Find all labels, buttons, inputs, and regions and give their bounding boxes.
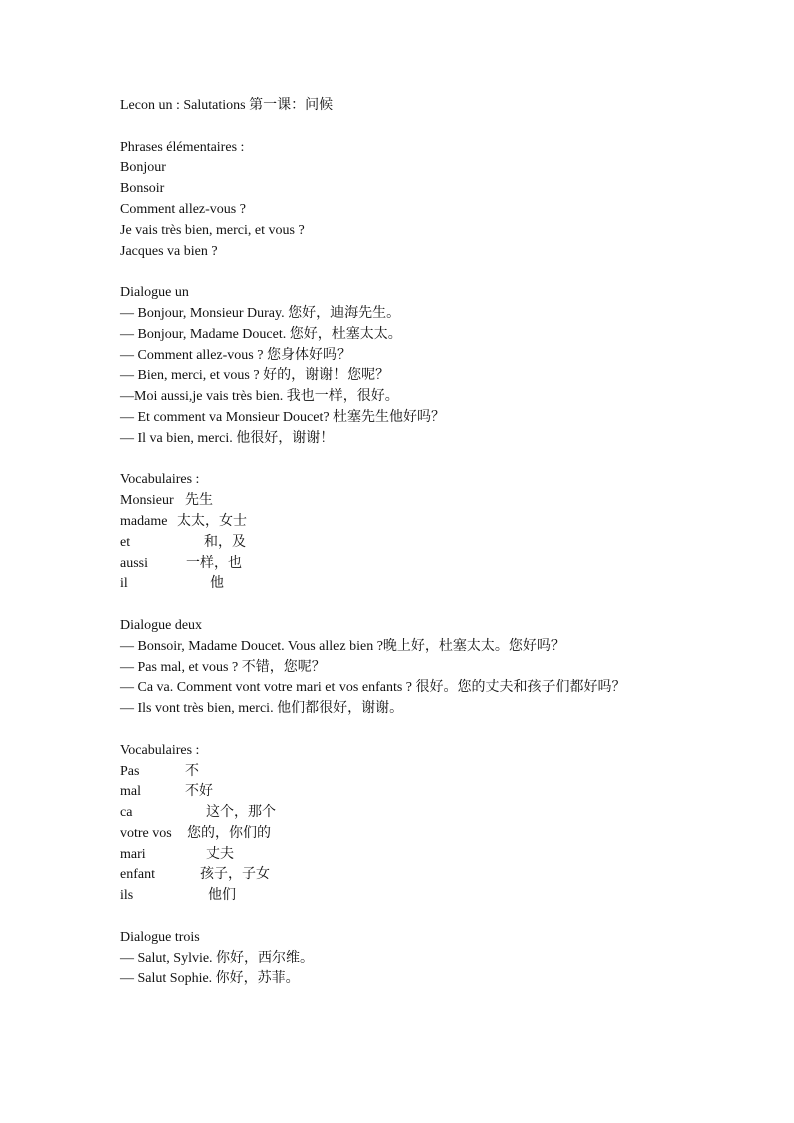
dialogue-one-heading: Dialogue un (120, 285, 189, 301)
dialogue-line: —Moi aussi,je vais très bien. 我也一样，很好。 (120, 389, 399, 405)
dialogue-line: — Comment allez-vous ? 您身体好吗？ (120, 347, 351, 363)
phrase-line: Comment allez-vous ? (120, 201, 246, 217)
vocab-entry (120, 512, 680, 533)
vocab-meaning: 太太，女士 (177, 513, 247, 529)
dialogue-line: — Salut Sophie. 你好，苏菲。 (120, 971, 300, 987)
spacer (120, 262, 680, 283)
dialogue-line: — Salut, Sylvie. 你好，西尔维。 (120, 950, 315, 966)
dialogue-line: — Bonjour, Monsieur Duray. 您好，迪海先生。 (120, 305, 401, 321)
vocab-entry (120, 824, 680, 845)
phrase-line: Bonjour (120, 160, 166, 176)
vocab-entry (120, 782, 680, 803)
spacer (120, 595, 680, 616)
vocab-term: ils (120, 888, 134, 904)
vocab-term: enfant (120, 867, 155, 883)
vocab-entry (120, 574, 680, 595)
vocab-term: ca (120, 805, 133, 821)
vocab-meaning: 您的，你们的 (187, 825, 271, 841)
vocab-term: et (120, 534, 131, 550)
vocab-term: il (120, 576, 128, 592)
vocab-entry (120, 865, 680, 886)
dialogue-line: — Ca va. Comment vont votre mari et vos enfants ? 很好。您的丈夫和孩子们都好吗？ (120, 680, 626, 696)
spacer (120, 907, 680, 928)
vocab-term: mal (120, 784, 141, 800)
phrase-line: Je vais très bien, merci, et vous ? (120, 222, 305, 238)
dialogue-line: — Pas mal, et vous ? 不错，您呢？ (120, 659, 326, 675)
vocab-meaning: 不好 (185, 784, 213, 800)
dialogue-line: — Bonsoir, Madame Doucet. Vous allez bien ?晚上好，杜塞太太。您好吗？ (120, 638, 565, 654)
vocab-meaning: 先生 (185, 493, 213, 509)
vocab-meaning: 丈夫 (206, 846, 234, 862)
vocab-entry (120, 886, 680, 907)
vocab-term: Pas (120, 763, 140, 779)
vocab-term: Monsieur (120, 493, 174, 509)
vocab-entry (120, 845, 680, 866)
dialogue-line: — Il va bien, merci. 他很好，谢谢！ (120, 430, 335, 446)
dialogue-line: — Bien, merci, et vous ? 好的，谢谢！您呢？ (120, 368, 390, 384)
lesson-title: Lecon un : Salutations 第一课：问候 (120, 98, 334, 113)
spacer (120, 720, 680, 741)
dialogue-line: — Ils vont très bien, merci. 他们都很好，谢谢。 (120, 701, 404, 717)
vocab-meaning: 和，及 (204, 534, 246, 550)
vocab-entry (120, 533, 680, 554)
vocab-meaning: 一样，也 (186, 555, 242, 571)
document-page (120, 96, 680, 990)
vocabulary-one-heading: Vocabulaires : (120, 472, 200, 488)
vocab-meaning: 这个，那个 (206, 805, 276, 821)
vocab-entry (120, 803, 680, 824)
vocabulary-two-heading: Vocabulaires : (120, 742, 200, 758)
vocab-term: madame (120, 513, 168, 529)
phrase-line: Jacques va bien ? (120, 243, 218, 259)
vocab-term: aussi (120, 555, 148, 571)
vocab-entry (120, 491, 680, 512)
vocab-term: mari (120, 846, 146, 862)
vocab-term: votre vos (120, 825, 172, 841)
dialogue-line: — Bonjour, Madame Doucet. 您好，杜塞太太。 (120, 326, 402, 342)
dialogue-two-heading: Dialogue deux (120, 617, 203, 633)
vocab-meaning: 他 (210, 576, 224, 592)
vocab-entry (120, 554, 680, 575)
dialogue-three-heading: Dialogue trois (120, 929, 200, 945)
vocab-meaning: 不 (185, 763, 199, 779)
phrases-heading: Phrases élémentaires : (120, 139, 245, 155)
vocab-meaning: 他们 (208, 888, 236, 904)
vocab-entry (120, 762, 680, 783)
vocab-meaning: 孩子，子女 (200, 867, 270, 883)
spacer (120, 117, 680, 138)
dialogue-line: — Et comment va Monsieur Doucet? 杜塞先生他好吗？ (120, 409, 446, 425)
phrase-line: Bonsoir (120, 181, 165, 197)
spacer (120, 450, 680, 471)
